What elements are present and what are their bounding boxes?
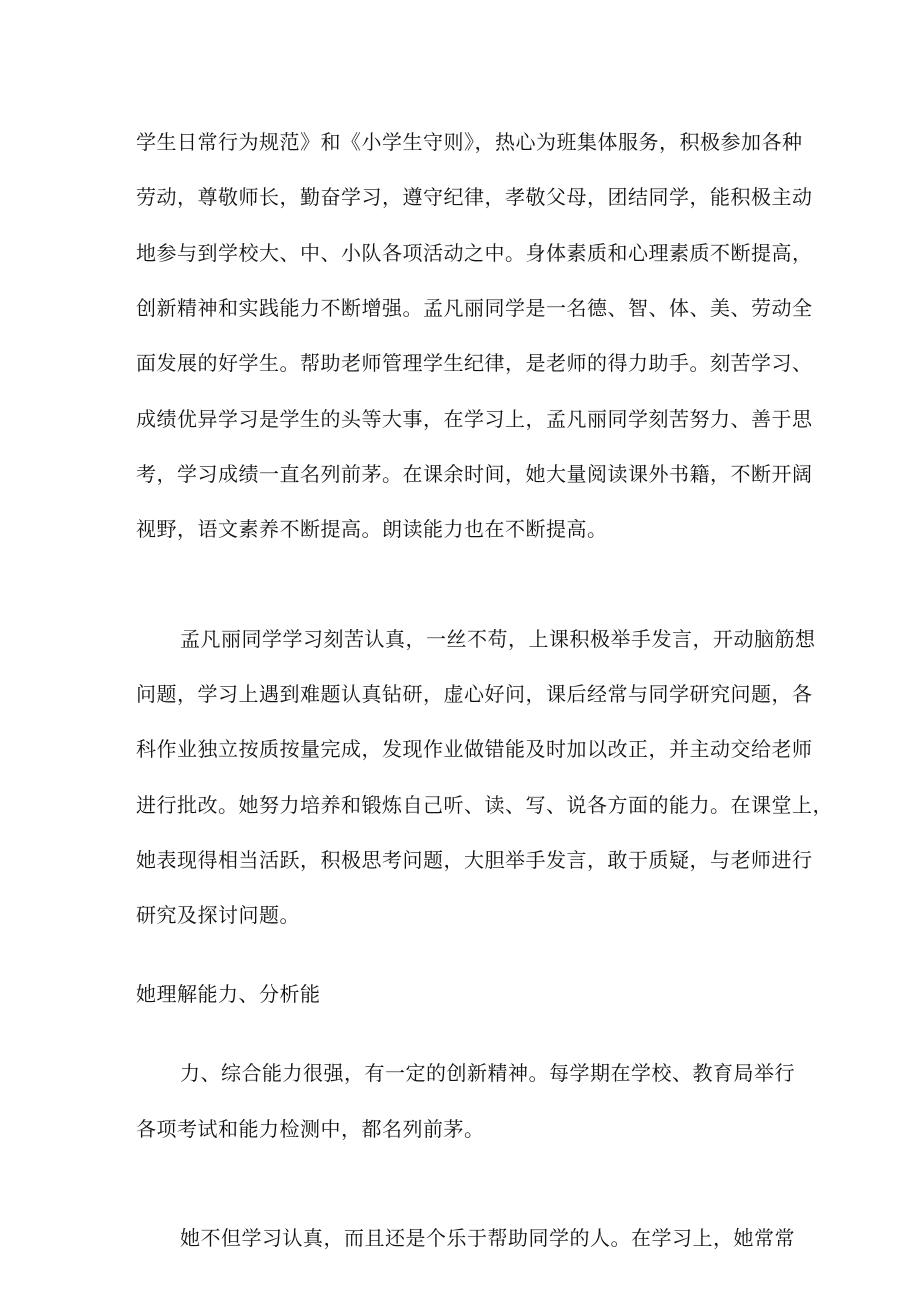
- text-line-10: 问题，学习上遇到难题认真钻研，虚心好问，课后经常与同学研究问题，各: [136, 682, 813, 706]
- text-line-6: 成绩优异学习是学生的头等大事，在学习上，孟凡丽同学刻苦努力、善于思: [136, 407, 813, 431]
- text-line-9: 孟凡丽同学学习刻苦认真，一丝不苟，上课积极举手发言，开动脑筋想: [180, 627, 816, 651]
- text-line-5: 面发展的好学生。帮助老师管理学生纪律，是老师的得力助手。刻苦学习、: [136, 351, 813, 375]
- text-line-15: 她理解能力、分析能: [136, 982, 321, 1006]
- text-line-17: 各项考试和能力检测中，都名列前茅。: [136, 1117, 485, 1141]
- text-line-2: 劳动，尊敬师长，勤奋学习，遵守纪律，孝敬父母，团结同学，能积极主动: [136, 185, 813, 209]
- text-line-8: 视野，语文素养不断提高。朗读能力也在不断提高。: [136, 517, 608, 541]
- text-line-18: 她不但学习认真，而且还是个乐于帮助同学的人。在学习上，她常常: [180, 1226, 795, 1250]
- text-line-7: 考，学习成绩一直名列前茅。在课余时间，她大量阅读课外书籍，不断开阔: [136, 462, 813, 486]
- text-line-1: 学生日常行为规范》和《小学生守则》，热心为班集体服务，积极参加各种: [136, 130, 803, 154]
- text-line-16: 力、综合能力很强，有一定的创新精神。每学期在学校、教育局举行: [180, 1061, 795, 1085]
- text-line-4: 创新精神和实践能力不断增强。孟凡丽同学是一名德、智、体、美、劳动全: [136, 296, 813, 320]
- text-line-12: 进行批改。她努力培养和锻炼自己听、读、写、说各方面的能力。在课堂上，: [136, 793, 833, 817]
- text-line-11: 科作业独立按质按量完成，发现作业做错能及时加以改正，并主动交给老师: [136, 737, 813, 761]
- text-line-13: 她表现得相当活跃，积极思考问题，大胆举手发言，敢于质疑，与老师进行: [136, 848, 813, 872]
- text-line-14: 研究及探讨问题。: [136, 903, 300, 927]
- text-line-3: 地参与到学校大、中、小队各项活动之中。身体素质和心理素质不断提高，: [136, 241, 813, 265]
